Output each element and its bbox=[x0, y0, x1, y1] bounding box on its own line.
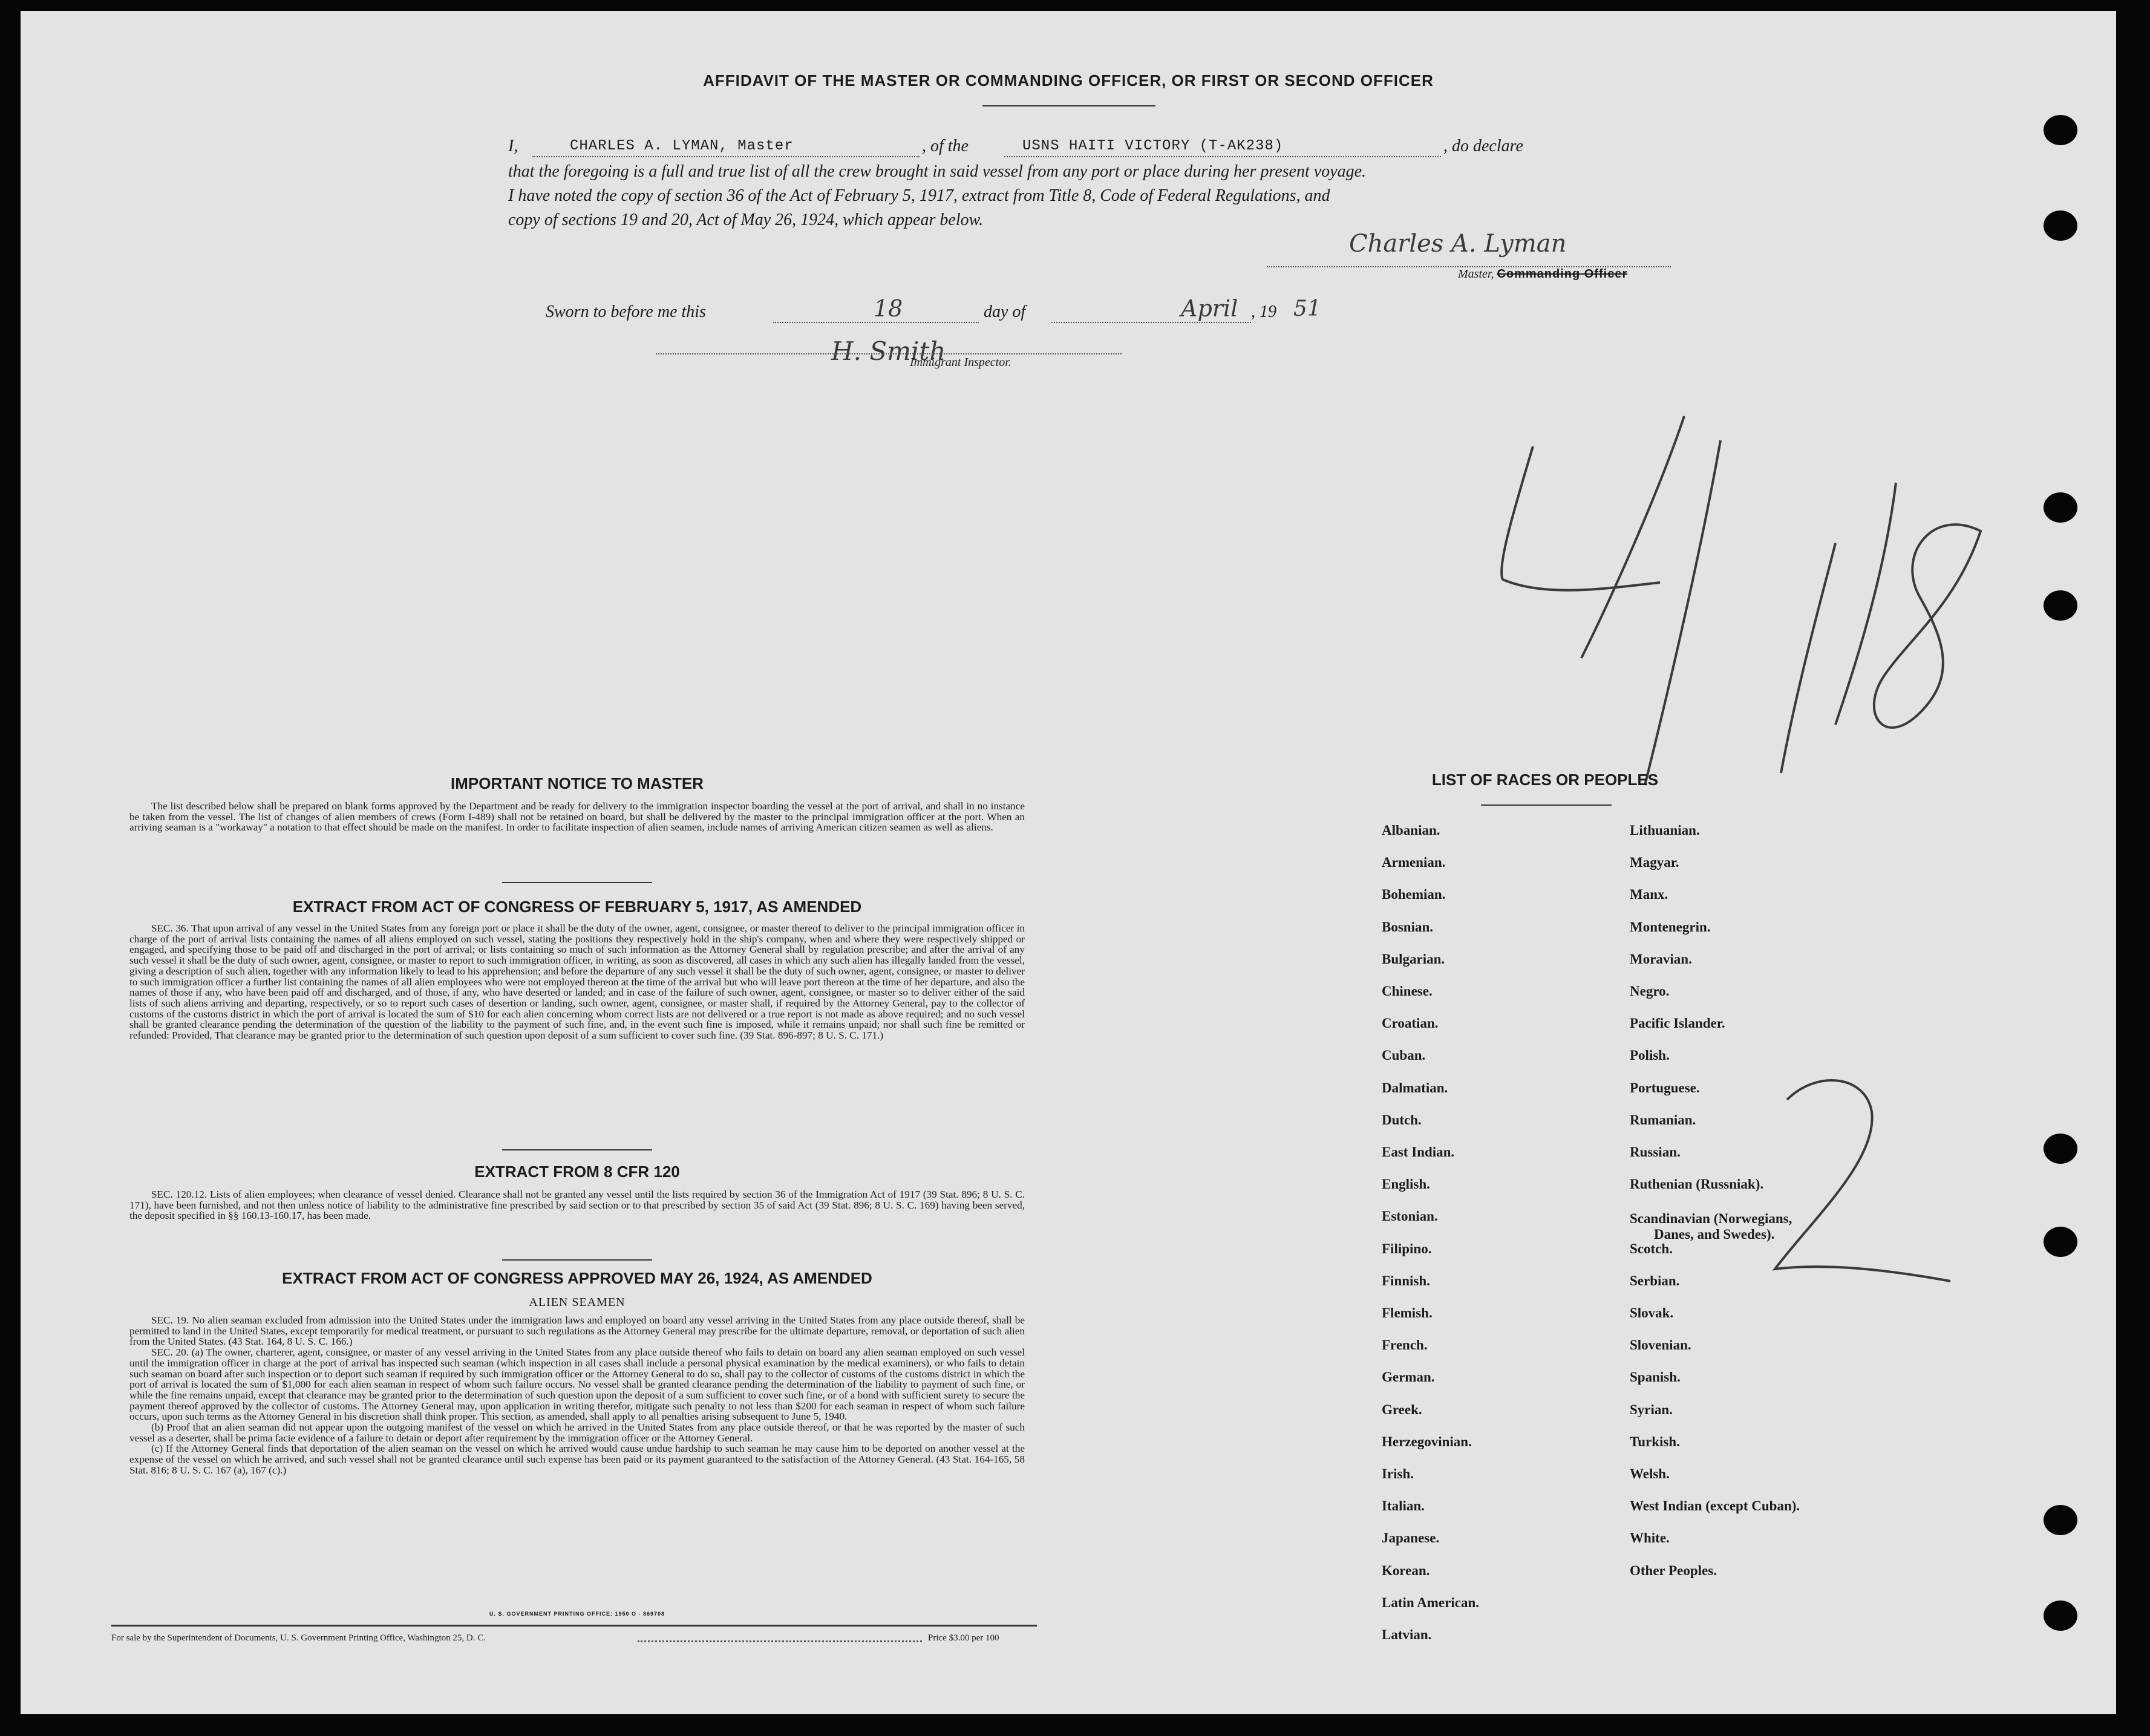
divider bbox=[502, 882, 652, 883]
race-item: Negro. bbox=[1630, 984, 1670, 999]
signer-title-master: Master, bbox=[1458, 267, 1494, 281]
extract-1917-text: SEC. 36. That upon arrival of any vessel in the United States from any foreign port or place it shall be the duty of the owner, agent, consignee, or master thereof to deliver to the principal immigration officer in charge of the port of arrival lists containing the names of all aliens employed on such vessel, stating the positions they respectively hold in the ship's company, when and where they were respectively shipped or engaged, and specifying those to be paid off and discharged in the port of arrival; or lists containing so much of such information as the Attorney General shall by regulation prescribe; and after the arrival of any such vessel it shall be the duty of such owner, agent, consignee, or master to report to such immigration officer, in writing, as soon as discovered, all cases in which any such alien has illegally landed from the vessel, giving a description of such alien, together with any information likely to lead to his apprehension; and before the departure of any such vessel it shall be the duty of such owner, agent, consignee, or master to deliver to such immigration officer a further list containing the names of all alien employees who were not employed thereon at the time of the arrival but who will leave port thereon at the time of her departure, and also the names of those if any, who have been paid off and discharged, and of those, if any, who have deserted or landed; and in case of the failure of such owner, agent, consignee, or master so to deliver either of the said lists of such aliens arriving and departing, respectively, or so to report such cases of desertion or landing, such owner, agent, consignee, or master shall, if required by the Attorney General, pay to the collector of customs of the customs district in which the port of arrival is located the sum of $10 for each alien concerning whom correct lists are not delivered or a true report is not made as above required; and no such vessel shall be granted clearance pending the determination of the question of the liability to the payment of such fine, and, in the event such fine is imposed, while it remains unpaid; nor shall such fine be remitted or refunded: Provided, That clearance may be granted prior to the determination of such question upon deposit of a sum sufficient to cover such fine. (39 Stat. 896-897; 8 U. S. C. 171.) bbox=[129, 922, 1025, 1042]
sec20b-text: (b) Proof that an alien seaman did not appear upon the outgoing manifest of the vessel on which he arrived in the United States from any place outside thereof, or that he was reported by the master of such vessel as a deserter, shall be prima facie evidence of a failure to detain or deport after requirement by the immigration officer or the Attorney General. bbox=[129, 1421, 1025, 1444]
race-item: Irish. bbox=[1382, 1466, 1414, 1481]
declaration-line-4: copy of sections 19 and 20, Act of May 26, 1924, which appear below. bbox=[508, 210, 984, 229]
footer-leader bbox=[638, 1640, 922, 1642]
race-item: Scotch. bbox=[1630, 1241, 1673, 1256]
race-item: Armenian. bbox=[1382, 855, 1446, 870]
date-mark-stroke-4-diag bbox=[1581, 416, 1684, 658]
race-item: Slovak. bbox=[1630, 1305, 1674, 1320]
signer-title-struck: Commanding Officer bbox=[1497, 267, 1628, 281]
sworn-day-line bbox=[773, 322, 979, 323]
race-item: Estonian. bbox=[1382, 1209, 1438, 1224]
footer-rule bbox=[111, 1625, 1037, 1627]
extract-1917-title: EXTRACT FROM ACT OF CONGRESS OF FEBRUARY 5, 1917, AS AMENDED bbox=[292, 898, 862, 916]
race-item: Manx. bbox=[1630, 887, 1668, 902]
sec20c-text: (c) If the Attorney General finds that deportation of the alien seaman on the vessel on which he arrived would cause undue hardship to such seaman he may cause him to be deported on another vessel at the expense of the vessel on which he arrived, and such vessel shall not be granted clearance until such expense has been paid or its payment guaranteed to the satisfaction of the Attorney General. (43 Stat. 164-165, 58 Stat. 816; 8 U. S. C. 167 (a), 167 (c).) bbox=[129, 1443, 1025, 1476]
race-item: Filipino. bbox=[1382, 1241, 1432, 1256]
notice-title: IMPORTANT NOTICE TO MASTER bbox=[451, 774, 704, 792]
do-declare-label: , do declare bbox=[1443, 137, 1523, 155]
race-item: Danes, and Swedes). bbox=[1654, 1227, 1775, 1242]
extract-1924-body bbox=[129, 1315, 1025, 1599]
race-item: Slovenian. bbox=[1630, 1337, 1691, 1353]
race-item: Spanish. bbox=[1630, 1369, 1681, 1385]
race-item: Serbian. bbox=[1630, 1273, 1680, 1288]
race-item: Other Peoples. bbox=[1630, 1562, 1717, 1578]
race-item: Magyar. bbox=[1630, 855, 1679, 870]
race-item: Greek. bbox=[1382, 1402, 1422, 1417]
race-item: English. bbox=[1382, 1176, 1430, 1192]
divider bbox=[502, 1259, 652, 1261]
punch-hole bbox=[2044, 492, 2077, 523]
gpo-line: U. S. GOVERNMENT PRINTING OFFICE: 1950 O - 869708 bbox=[489, 1611, 665, 1617]
race-item: Portuguese. bbox=[1630, 1080, 1700, 1095]
master-name-line bbox=[532, 156, 920, 157]
extract-cfr-title: EXTRACT FROM 8 CFR 120 bbox=[474, 1163, 680, 1181]
race-item: Italian. bbox=[1382, 1498, 1425, 1514]
sworn-month: April bbox=[1181, 295, 1238, 322]
day-of-label: day of bbox=[984, 302, 1026, 321]
notice-body bbox=[129, 801, 1025, 866]
extract-cfr-body bbox=[129, 1189, 1025, 1233]
punch-hole bbox=[2044, 1134, 2077, 1164]
declaration-line-2: that the foregoing is a full and true list of all the crew brought in said vessel from any port or place during her present voyage. bbox=[508, 162, 1367, 181]
race-item: Korean. bbox=[1382, 1562, 1430, 1578]
of-the-label: , of the bbox=[922, 137, 969, 155]
master-name: CHARLES A. LYMAN, Master bbox=[570, 138, 794, 154]
race-item: Russian. bbox=[1630, 1144, 1681, 1160]
race-item: German. bbox=[1382, 1369, 1435, 1385]
race-item: Scandinavian (Norwegians, bbox=[1630, 1211, 1792, 1227]
sworn-day: 18 bbox=[874, 295, 903, 322]
handwritten-date-mark bbox=[1460, 398, 2005, 834]
inspector-label: Immigrant Inspector. bbox=[910, 356, 1011, 369]
alien-seamen-subtitle: ALIEN SEAMEN bbox=[529, 1296, 626, 1309]
sec20a-text: SEC. 20. (a) The owner, charterer, agent, consignee, or master of any vessel arriving in the United States from any place outside thereof who fails to detain on board any alien seaman employed on such vessel until the immigration officer in charge at the port of arrival has inspected such seaman (which inspection in all cases shall include a personal physical examination by the medical examiners), or who fails to detain such seaman on board after such inspection or to deport such seaman if required by such immigration officer or the Attorney General to do so, shall pay to the collector of customs of the customs district in which the port of arrival is located the sum of $1,000 for each alien seaman in respect of whom such failure occurs. No vessel shall be granted clearance pending the determination of the liability to payment of such fine, or while the fine remains unpaid, except that clearance may be granted prior to the determination of such question upon the deposit of a sum sufficient to cover such fine, or of a bond with sufficient surety to secure the payment thereof approved by the collector of customs. The Attorney General may, upon application in writing therefor, mitigate such penalty to not less than $200 for each seaman in respect of whom such failure occurs, upon such terms as the Attorney General in his discretion shall think proper. This section, as amended, shall apply to all penalties arising subsequent to June 5, 1940. bbox=[129, 1346, 1025, 1423]
race-item: Finnish. bbox=[1382, 1273, 1430, 1288]
vessel-name-line bbox=[1004, 156, 1441, 157]
punch-hole bbox=[2044, 1505, 2077, 1535]
master-signature: Charles A. Lyman bbox=[1349, 230, 1567, 258]
footer-price: Price $3.00 per 100 bbox=[928, 1633, 999, 1643]
race-item: Latin American. bbox=[1382, 1594, 1479, 1610]
race-item: Moravian. bbox=[1630, 951, 1692, 967]
race-item: Polish. bbox=[1630, 1048, 1670, 1063]
race-item: Rumanian. bbox=[1630, 1112, 1696, 1127]
race-item: Dalmatian. bbox=[1382, 1080, 1448, 1095]
race-item: Chinese. bbox=[1382, 984, 1433, 999]
race-item: Croatian. bbox=[1382, 1016, 1439, 1031]
punch-hole bbox=[2044, 1601, 2077, 1631]
vessel-name: USNS HAITI VICTORY (T-AK238) bbox=[1022, 138, 1284, 154]
race-item: East Indian. bbox=[1382, 1144, 1455, 1160]
date-mark-stroke-1 bbox=[1835, 483, 1896, 725]
sworn-line bbox=[546, 295, 1423, 325]
date-mark-stroke-4-bar bbox=[1501, 446, 1660, 590]
race-item: West Indian (except Cuban). bbox=[1630, 1498, 1800, 1514]
race-item: Bosnian. bbox=[1382, 919, 1434, 935]
declaration-line-3: I have noted the copy of section 36 of the Act of February 5, 1917, extract from Title 8, Code of Federal Regulations, and bbox=[508, 186, 1330, 205]
extract-1924-title: EXTRACT FROM ACT OF CONGRESS APPROVED MAY 26, 1924, AS AMENDED bbox=[282, 1269, 872, 1287]
race-item: Herzegovinian. bbox=[1382, 1434, 1472, 1449]
page-mark-stroke-2 bbox=[1775, 1080, 1950, 1281]
race-item: Cuban. bbox=[1382, 1048, 1426, 1063]
extract-1917-body bbox=[129, 923, 1025, 1141]
signer-title bbox=[1458, 267, 1627, 281]
race-item: Dutch. bbox=[1382, 1112, 1422, 1127]
race-item: Bohemian. bbox=[1382, 887, 1446, 902]
affidavit-title: AFFIDAVIT OF THE MASTER OR COMMANDING OFFICER, OR FIRST OR SECOND OFFICER bbox=[703, 71, 1434, 90]
race-item: Ruthenian (Russniak). bbox=[1630, 1176, 1764, 1192]
race-item: Montenegrin. bbox=[1630, 919, 1711, 935]
race-item: Syrian. bbox=[1630, 1402, 1673, 1417]
year-suffix: 51 bbox=[1293, 296, 1321, 321]
race-item: Japanese. bbox=[1382, 1530, 1440, 1546]
i-label: I, bbox=[508, 137, 518, 155]
date-mark-stroke-8 bbox=[1874, 524, 1981, 728]
race-item: Turkish. bbox=[1630, 1434, 1680, 1449]
races-title: LIST OF RACES OR PEOPLES bbox=[1431, 771, 1659, 789]
inspector-signature: H. Smith bbox=[831, 336, 946, 366]
punch-hole bbox=[2044, 210, 2077, 241]
race-item: Lithuanian. bbox=[1630, 823, 1700, 838]
race-item: Bulgarian. bbox=[1382, 951, 1445, 967]
extract-cfr-text: SEC. 120.12. Lists of alien employees; when clearance of vessel denied. Clearance shall not be granted any vessel until the lists required by section 36 of the Immigration Act of 1917 (39 Stat. 896; 8 U. S. C. 171), have been furnished, and not then unless notice of liability to the administrative fine prescribed by said section or to that prescribed by section 35 of said Act (39 Stat. 896; 8 U. S. C. 169) having been served, the deposit specified in §§ 160.13-160.17, has been made. bbox=[129, 1189, 1025, 1222]
title-rule bbox=[982, 105, 1155, 106]
year-prefix: , 19 bbox=[1251, 302, 1276, 321]
sec19-text: SEC. 19. No alien seaman excluded from admission into the United States under the immigration laws and employed on board any vessel arriving in the United States from any place outside thereof, shall be permitted to land in the United States, except temporarily for medical treatment, or pursuant to such regulations as the Attorney General may prescribe for the ultimate departure, removal, or deportation of such alien from the United States. (43 Stat. 164, 8 U. S. C. 166.) bbox=[129, 1314, 1025, 1348]
date-mark-stroke-slash bbox=[1781, 543, 1835, 773]
sworn-label: Sworn to before me this bbox=[546, 302, 706, 321]
document-page bbox=[21, 11, 2116, 1714]
race-item: Flemish. bbox=[1382, 1305, 1433, 1320]
inspector-line bbox=[656, 353, 1122, 354]
handwritten-page-mark bbox=[1763, 1063, 1969, 1305]
punch-hole bbox=[2044, 1227, 2077, 1257]
race-item: French. bbox=[1382, 1337, 1428, 1353]
notice-text: The list described below shall be prepared on blank forms approved by the Department and be ready for delivery to the immigration inspector boarding the vessel at the port of arrival, and shall in no instance be taken from the vessel. The list of changes of alien members of crews (Form I-489) shall not be retained on board, but shall be delivered by the master to the principal immigration officer at the port. When an arriving seaman is a "workaway" a notation to that effect should be made on the manifest. In order to facilitate inspection of alien seamen, include names of arriving American citizen seamen as well as aliens. bbox=[129, 800, 1025, 834]
race-item: White. bbox=[1630, 1530, 1670, 1546]
divider bbox=[502, 1149, 652, 1150]
footer-sale-note: For sale by the Superintendent of Documents, U. S. Government Printing Office, Washington 25, D. C. bbox=[111, 1633, 486, 1643]
race-item: Albanian. bbox=[1382, 823, 1440, 838]
punch-hole bbox=[2044, 115, 2077, 145]
race-item: Latvian. bbox=[1382, 1627, 1432, 1642]
declaration-line-1 bbox=[508, 137, 1746, 158]
punch-hole bbox=[2044, 590, 2077, 621]
sworn-month-line bbox=[1051, 322, 1251, 323]
races-title-rule bbox=[1481, 804, 1612, 806]
race-item: Pacific Islander. bbox=[1630, 1016, 1725, 1031]
race-item: Welsh. bbox=[1630, 1466, 1670, 1481]
